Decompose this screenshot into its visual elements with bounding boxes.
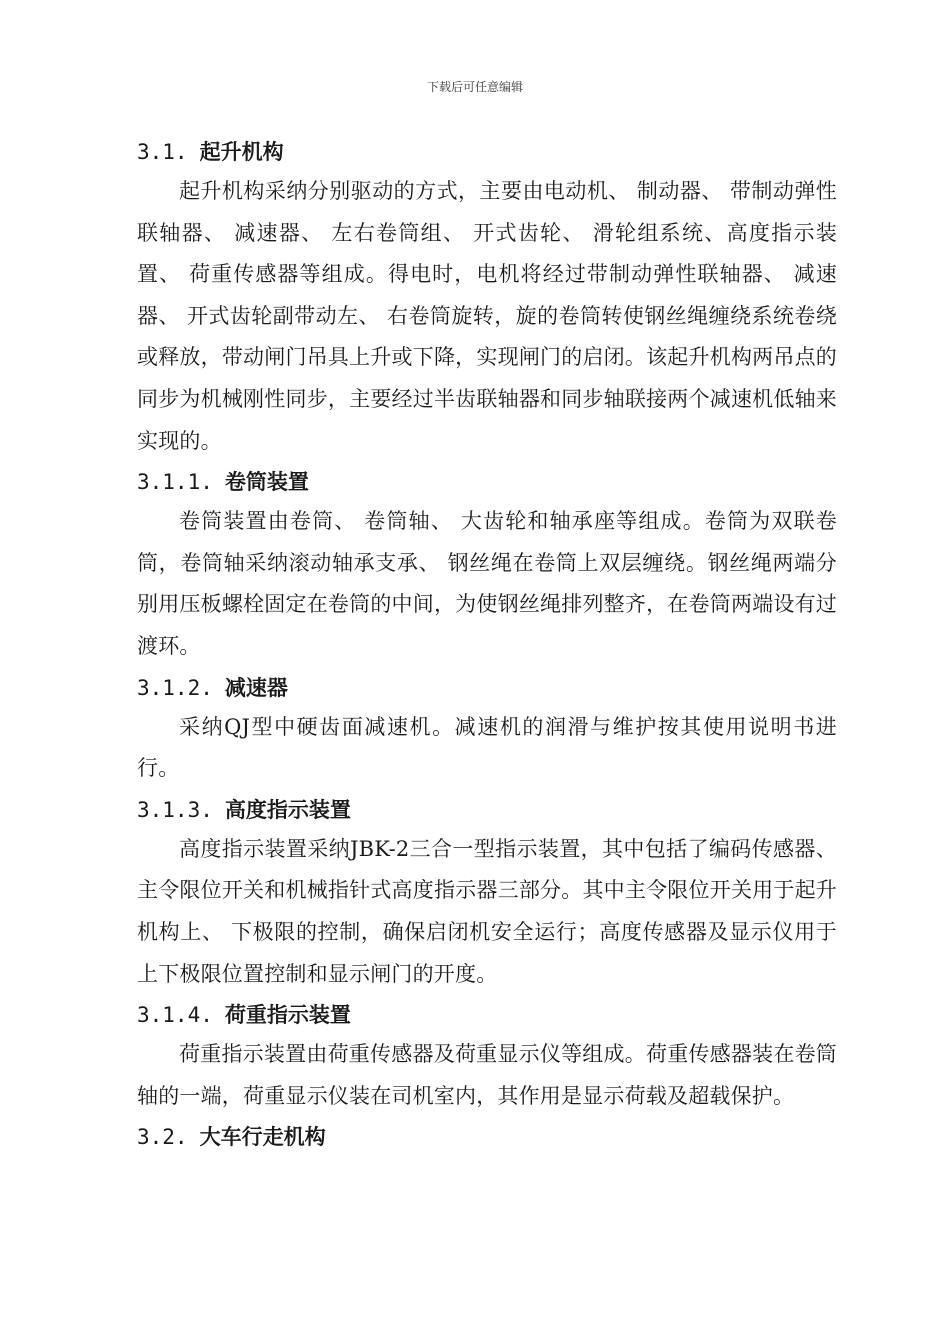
paragraph-3-1-2: 采纳QJ型中硬齿面减速机。减速机的润滑与维护按其使用说明书进行。 [137, 714, 837, 781]
section-title: 高度指示装置 [224, 797, 351, 822]
section-number: 3.1.2. [137, 675, 213, 700]
section-heading-3-1-2 [137, 672, 837, 707]
header-note: 下载后可任意编辑 [426, 80, 523, 94]
paragraph-3-1-3: 高度指示装置采纳JBK-2三合一型指示装置，其中包括了编码传感器、 主令限位开关和机械指针式高度指示器三部分。其中主令限位开关用于起升机构上、 下极限的控制，确保启闭机安全运行；高度传感器及显示仪用于上下极限位置控制和显示闸门的开度。 [137, 836, 837, 986]
section-number: 3.1. [137, 140, 188, 164]
section-number: 3.1.1. [137, 470, 213, 495]
section-number: 3.1.4. [137, 1003, 213, 1028]
section-title: 卷筒装置 [224, 470, 309, 495]
section-heading-3-2 [137, 1121, 837, 1156]
section-heading-3-1 [137, 136, 837, 171]
section-title: 减速器 [224, 675, 288, 700]
document-body [137, 134, 837, 1156]
section-title: 大车行走机构 [199, 1125, 326, 1150]
section-heading-3-1-1 [137, 466, 837, 501]
section-number: 3.1.3. [137, 797, 213, 822]
section-heading-3-1-4 [137, 999, 837, 1034]
paragraph-3-1-4: 荷重指示装置由荷重传感器及荷重显示仪等组成。荷重传感器装在卷筒轴的一端，荷重显示仪装在司机室内，其作用是显示荷载及超载保护。 [137, 1042, 837, 1108]
section-number: 3.2. [137, 1125, 188, 1150]
section-title: 起升机构 [199, 140, 284, 164]
section-heading-3-1-3 [137, 794, 837, 829]
paragraph-3-1-1: 卷筒装置由卷筒、 卷筒轴、 大齿轮和轴承座等组成。卷筒为双联卷筒，卷筒轴采纳滚动轴承支承、 钢丝绳在卷筒上双层缠绕。钢丝绳两端分别用压板螺栓固定在卷筒的中间，为使钢丝绳排列整齐，在卷筒两端设有过渡环。 [137, 509, 837, 658]
paragraph-3-1: 起升机构采纳分别驱动的方式，主要由电动机、 制动器、 带制动弹性联轴器、 减速器、 左右卷筒组、 开式齿轮、 滑轮组系统、高度指示装置、 荷重传感器等组成。得电时，电机将经过带制动弹性联轴器、 减速器、 开式齿轮副带动左、 右卷筒旋转，旋的卷筒转使钢丝绳缠绕系统卷绕或释放，带动闸门吊具上升或下降，实现闸门的启闭。该起升机构两吊点的同步为机械刚性同步，主要经过半齿联轴器和同步轴联接两个减速机低轴来实现的。 [137, 179, 837, 453]
section-title: 荷重指示装置 [224, 1003, 351, 1028]
